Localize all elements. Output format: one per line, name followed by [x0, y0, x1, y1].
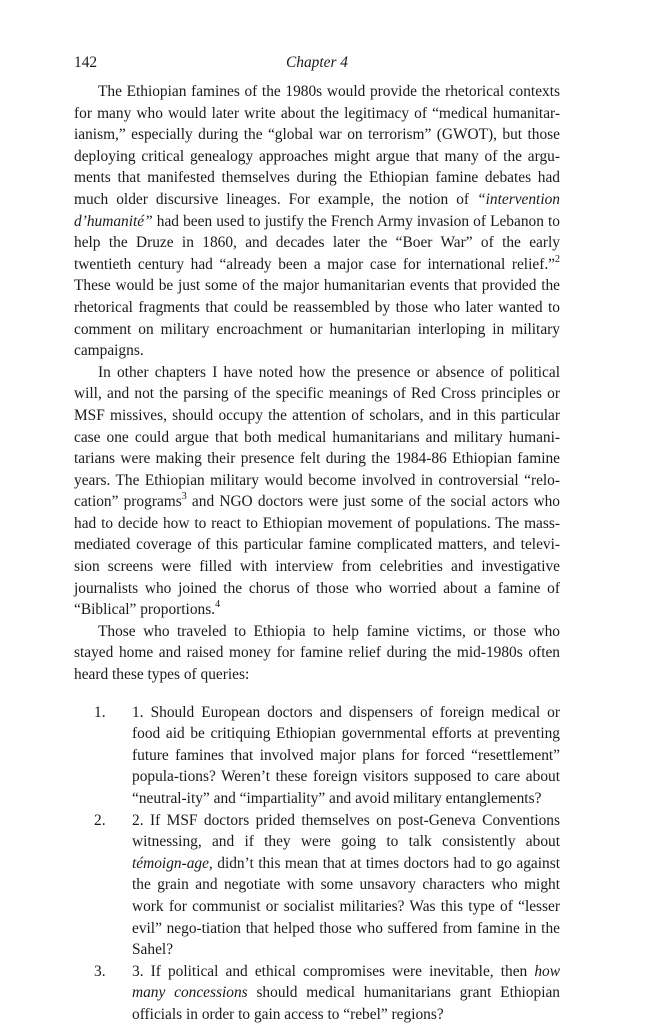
paragraph: The Ethiopian famines of the 1980s would provide the rhetorical contexts for many who would later write about the legitimacy of “medical humanitar-ianism,” especially during the “global war on terrorism” (GWOT), but those deploying critical genealogy approaches might argue that many of the argu-ments that manifested themselves during the Ethiopian famine debates had much older discursive lineages. For example, the notion of “intervention d’humanité” had been used to justify the French Army invasion of Lebanon to help the Druze in 1860, and decades later the “Boer War” of the early twentieth century had “already been a major case for international relief.”$^2$ These would be just some of the major humanitarian events that provided the rhetorical fragments that could be reassembled by those who later wanted to comment on military encroachment or humanitarian interloping in military campaigns. [74, 83, 560, 360]
footnote-marker: 2 [555, 253, 560, 265]
page-number: 142 [74, 54, 98, 71]
question-list [74, 702, 560, 1026]
list-number: 2. [94, 811, 106, 829]
emphasis: “intervention d’humanité” [74, 190, 560, 230]
list-item: 3. 3. If political and ethical compromises were inevitable, then how many concessions should medical humanitarians grant Ethiopian officials in order to gain access to “rebel” regions? [94, 962, 561, 1023]
running-head: Chapter 4 [286, 54, 348, 71]
emphasis: témoign-age, [132, 854, 213, 872]
page-header [74, 52, 560, 72]
list-number: 3. [94, 962, 106, 980]
paragraph: Those who traveled to Ethiopia to help famine victims, or those who stayed home and raised money for famine relief during the mid-1980s often heard these types of queries: [74, 622, 560, 684]
list-item: 1. 1. Should European doctors and dispensers of foreign medical or food aid be critiquing Ethiopian governmental efforts at preventing future famines that involved major plans for forced “resettlement” popula-tions? Weren’t these foreign visitors supposed to care about “neutral-ity” and “impartiality” and avoid military entanglements? [94, 703, 560, 807]
body-text [74, 81, 560, 1026]
footnote-marker: 3 [181, 491, 187, 503]
emphasis: how many concessions [132, 962, 560, 1002]
footnote-marker: 4 [215, 599, 221, 611]
list-item: 2. 2. If MSF doctors prided themselves on post-Geneva Conventions witnessing, and if they were going to talk consistently about témoign-age, didn’t this mean that at times doctors had to go against the grain and negotiate with some unsavory characters who might work for communist or socialist militaries? Was this type of “lesser evil” nego-tiation that helped those who suffered from famine in the Sahel? [94, 811, 560, 959]
paragraph: In other chapters I have noted how the presence or absence of political will, and not the parsing of the specific meanings of Red Cross principles or MSF missives, should occupy the attention of scholars, and in this particular case one could argue that both medical humanitarians and military humani-tarians were making their presence felt during the 1984-86 Ethiopian famine years. The Ethiopian military would become involved in controversial “relo-cation” programs$^3$ and NGO doctors were just some of the social actors who had to decide how to react to Ethiopian movement of populations. The mass-mediated coverage of this particular famine complicated matters, and televi-sion screens were filled with interview from celebrities and investigative journalists who joined the chorus of those who worried about a famine of “Biblical” proportions.$^4$ [74, 363, 560, 619]
list-number: 1. [94, 703, 106, 721]
